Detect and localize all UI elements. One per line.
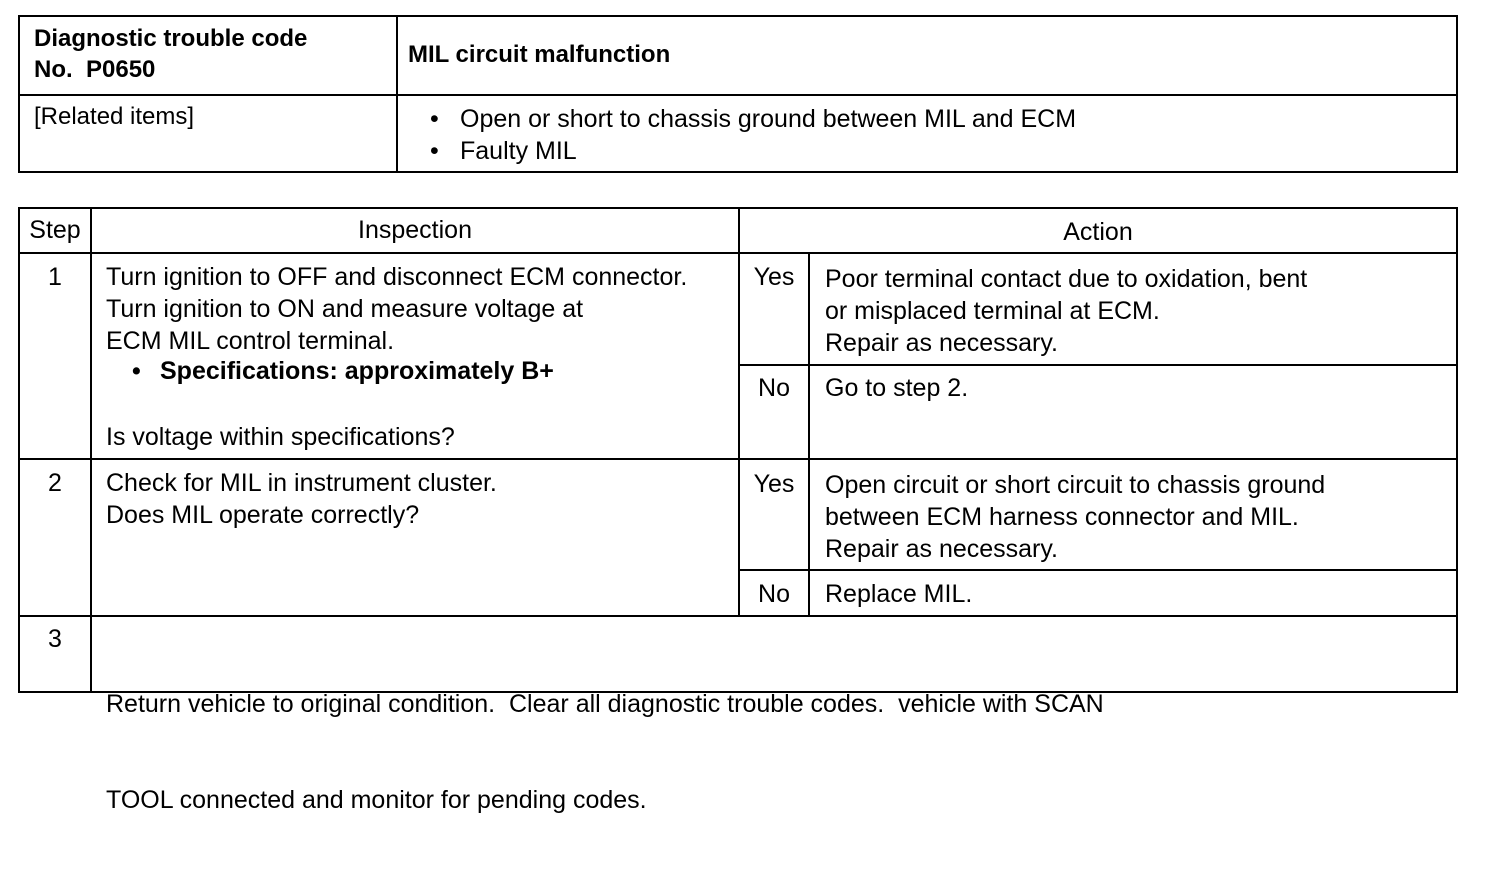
step2-inspection: Check for MIL in instrument cluster. Does MIL operate correctly? bbox=[106, 469, 497, 529]
step1-step2-divider bbox=[20, 458, 1456, 460]
step2-step3-divider bbox=[20, 615, 1456, 617]
bullet-icon: • bbox=[430, 105, 439, 133]
bullet-icon: • bbox=[430, 137, 439, 165]
column-header-action: Action bbox=[1063, 218, 1133, 246]
related-items-list bbox=[430, 103, 1076, 167]
related-item: • Faulty MIL bbox=[430, 137, 577, 165]
step2-no-action: Replace MIL. bbox=[825, 580, 973, 608]
step1-yes-no-divider bbox=[738, 364, 1456, 366]
step1-specification: • Specifications: approximately B+ bbox=[132, 357, 554, 385]
step1-yes-label: Yes bbox=[753, 263, 795, 291]
step1-yes-action: Poor terminal contact due to oxidation, bent or misplaced terminal at ECM. Repair as necessary. bbox=[825, 265, 1308, 357]
step-column-divider bbox=[90, 209, 92, 691]
header-row-divider bbox=[20, 252, 1456, 254]
step1-no-action: Go to step 2. bbox=[825, 374, 969, 402]
column-header-step: Step bbox=[29, 216, 81, 244]
dtc-header-table bbox=[18, 15, 1458, 173]
step1-question: Is voltage within specifications? bbox=[106, 423, 455, 451]
step-number-3: 3 bbox=[48, 625, 62, 653]
diagnostic-steps-table bbox=[18, 207, 1458, 814]
dtc-number: No. P0650 bbox=[34, 56, 156, 83]
step2-yes-label: Yes bbox=[753, 470, 795, 498]
step2-yes-no-divider bbox=[738, 569, 1456, 571]
step2-no-label: No bbox=[758, 580, 790, 608]
related-item: • Open or short to chassis ground between MIL and ECM bbox=[430, 105, 1077, 133]
yes-no-column-divider bbox=[808, 252, 810, 617]
bullet-icon: • bbox=[132, 357, 141, 385]
header-row-divider bbox=[20, 94, 1456, 96]
step3-instruction: Return vehicle to original condition. Clear all diagnostic trouble codes. vehicle with SCAN TOOL connected and monitor for pending codes. bbox=[106, 690, 1104, 814]
dtc-label bbox=[34, 23, 307, 85]
step2-yes-action: Open circuit or short circuit to chassis ground between ECM harness connector and MIL. Repair as necessary. bbox=[825, 471, 1326, 563]
step1-inspection: Turn ignition to OFF and disconnect ECM connector. Turn ignition to ON and measure voltage at ECM MIL control terminal. bbox=[106, 263, 688, 355]
column-header-inspection: Inspection bbox=[358, 216, 472, 244]
step-number-1: 1 bbox=[48, 263, 62, 291]
related-items-label: [Related items] bbox=[34, 103, 195, 130]
step1-no-label: No bbox=[758, 374, 790, 402]
step-number-2: 2 bbox=[48, 469, 62, 497]
dtc-title: MIL circuit malfunction bbox=[408, 41, 671, 68]
dtc-label-line1: Diagnostic trouble code bbox=[34, 25, 308, 52]
